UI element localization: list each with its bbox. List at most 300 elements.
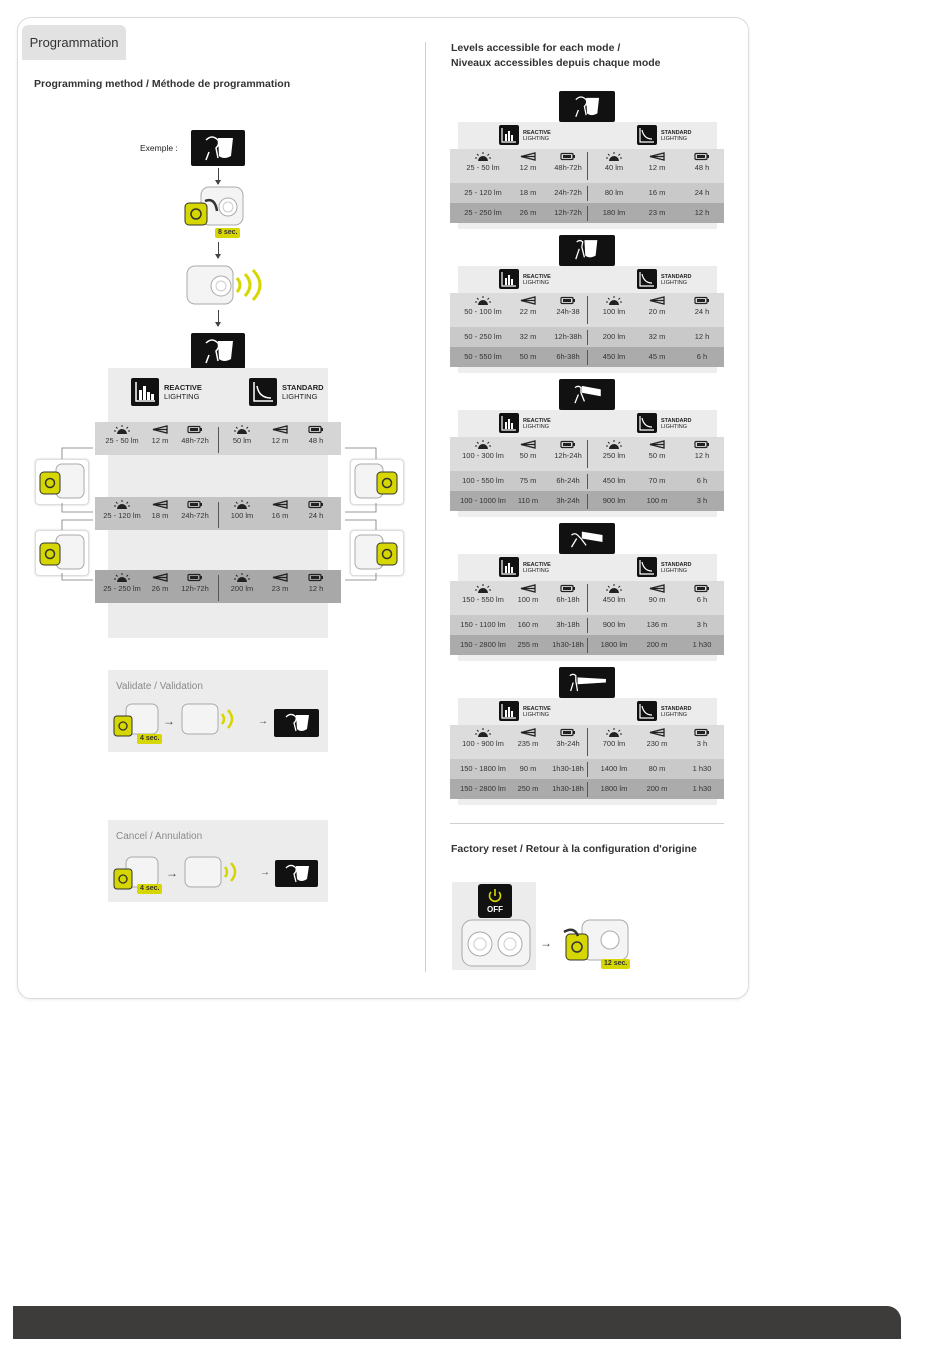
distance-icon (511, 584, 545, 593)
distance-icon (638, 584, 676, 593)
table-cell (681, 584, 723, 604)
table-cell (638, 332, 676, 341)
cell-value: 50 - 550 lm (464, 352, 502, 361)
column-separator (587, 584, 588, 612)
cell-value: 50 - 250 lm (464, 332, 502, 341)
standard-label-sub: LIGHTING (661, 424, 687, 430)
battery-icon (681, 584, 723, 593)
reactive-label-name: REACTIVE (523, 274, 551, 280)
reactive-label-sub: LIGHTING (523, 280, 549, 286)
table-cell (638, 352, 676, 361)
distance-icon (511, 440, 545, 449)
column-separator (587, 618, 588, 633)
levels-heading-line2: Niveaux accessibles depuis chaque mode (451, 57, 661, 69)
cell-value: 50 lm (232, 436, 252, 445)
table-cell (548, 496, 588, 505)
standard-label-name: STANDARD (282, 383, 324, 392)
cell-value: 1400 lm (600, 764, 628, 773)
programming-method-heading: Programming method / Méthode de programmation (34, 78, 291, 90)
column-separator (587, 638, 588, 653)
cell-value: 1 h30 (692, 764, 712, 773)
cell-value: 50 m (648, 451, 666, 460)
cell-value: 48 h (694, 163, 710, 172)
column-separator (587, 186, 588, 201)
cell-value: 1800 lm (600, 640, 628, 649)
cell-value: 24h-38 (556, 307, 580, 316)
column-separator (587, 440, 588, 468)
cell-value: 12 h (694, 451, 710, 460)
cell-value: 200 lm (230, 584, 254, 593)
cell-value: 150 - 550 lm (462, 595, 504, 604)
cell-value: 90 m (648, 595, 666, 604)
cell-value: 250 m (517, 784, 539, 793)
battery-icon (681, 440, 723, 449)
levels-table (450, 554, 724, 666)
cell-value: 450 lm (602, 476, 626, 485)
cell-value: 18 m (151, 511, 169, 520)
table-cell (681, 296, 723, 316)
standard-label-sub: LIGHTING (661, 568, 687, 574)
table-cell (548, 584, 588, 604)
reactive-label-sub: LIGHTING (523, 424, 549, 430)
lamp-front-icon (458, 914, 534, 975)
cell-value: 3h-18h (556, 620, 580, 629)
table-cell (548, 476, 588, 485)
table-cell (595, 296, 633, 316)
cell-value: 100 - 300 lm (462, 451, 504, 460)
movement-mode-icon (559, 379, 615, 410)
table-cell (681, 476, 723, 485)
cell-value: 16 m (648, 188, 666, 197)
cell-value: 18 m (519, 188, 537, 197)
distance-icon (638, 440, 676, 449)
brightness-icon (595, 296, 633, 305)
press-4s-badge: 4 sec. (137, 734, 162, 744)
off-button (478, 884, 512, 918)
table-cell (453, 584, 513, 604)
table-cell (681, 440, 723, 460)
cell-value: 48h-72h (181, 436, 209, 445)
battery-icon (548, 296, 588, 305)
cell-value: 25 - 250 lm (103, 584, 141, 593)
cell-value: 12 m (519, 163, 537, 172)
column-separator (587, 296, 588, 324)
reactive-lighting-icon (499, 125, 519, 145)
table-cell (548, 728, 588, 748)
reactive-lighting-icon (499, 269, 519, 289)
cell-value: 80 m (648, 764, 666, 773)
table-cell (548, 620, 588, 629)
table-cell (548, 332, 588, 341)
cell-value: 20 m (648, 307, 666, 316)
table-shadow (458, 223, 717, 229)
standard-label (661, 706, 691, 718)
cell-value: 40 lm (604, 163, 624, 172)
reactive-label-name: REACTIVE (523, 562, 551, 568)
table-cell (453, 784, 513, 793)
cell-value: 50 m (519, 451, 537, 460)
cell-value: 150 - 2800 lm (460, 640, 506, 649)
cell-value: 3 h (696, 620, 708, 629)
cell-value: 25 - 120 lm (464, 188, 502, 197)
table-cell (453, 152, 513, 172)
table-cell (548, 352, 588, 361)
cell-value: 24 h (308, 511, 324, 520)
table-shadow (458, 511, 717, 517)
column-separator (587, 728, 588, 756)
table-cell (595, 208, 633, 217)
table-cell (511, 332, 545, 341)
brightness-icon (595, 152, 633, 161)
table-cell (595, 332, 633, 341)
table-cell (681, 188, 723, 197)
brightness-icon (595, 440, 633, 449)
table-cell (681, 332, 723, 341)
table-cell (638, 188, 676, 197)
table-cell (511, 620, 545, 629)
cell-value: 25 - 50 lm (466, 163, 500, 172)
cell-value: 250 lm (602, 451, 626, 460)
cell-value: 24 h (694, 188, 710, 197)
standard-lighting-icon (637, 701, 657, 721)
cell-value: 16 m (271, 511, 289, 520)
column-separator (587, 152, 588, 180)
distance-icon (638, 296, 676, 305)
page-title: Programmation (22, 25, 126, 60)
cell-value: 12 m (151, 436, 169, 445)
table-cell (595, 784, 633, 793)
cell-value: 900 lm (602, 496, 626, 505)
proximity-mode-icon (559, 235, 615, 266)
table-cell (548, 152, 588, 172)
distance-icon (511, 728, 545, 737)
cell-value: 1h30-18h (552, 640, 584, 649)
cell-value: 23 m (271, 584, 289, 593)
cell-value: 100 lm (602, 307, 626, 316)
standard-label-name: STANDARD (661, 274, 692, 280)
table-cell (548, 440, 588, 460)
standard-label-name: STANDARD (661, 418, 692, 424)
arrow-right: → (166, 866, 178, 880)
cell-value: 70 m (648, 476, 666, 485)
reactive-label-sub: LIGHTING (523, 568, 549, 574)
cell-value: 12h-72h (181, 584, 209, 593)
cell-value: 75 m (519, 476, 537, 485)
reactive-label-sub: LIGHTING (523, 712, 549, 718)
cell-value: 700 lm (602, 739, 626, 748)
table-cell (548, 764, 588, 773)
levels-table (450, 266, 724, 378)
footer-bar (13, 1306, 901, 1339)
cell-value: 1 h30 (692, 784, 712, 793)
off-label: OFF (487, 905, 503, 914)
table-cell (638, 440, 676, 460)
cell-value: 12 h (694, 208, 710, 217)
cell-value: 150 - 2800 lm (460, 784, 506, 793)
table-cell (638, 476, 676, 485)
cell-value: 12h-38h (554, 332, 582, 341)
distance-vision-mode-icon (559, 667, 615, 698)
table-cell (511, 352, 545, 361)
table-cell (511, 296, 545, 316)
cell-value: 136 m (646, 620, 668, 629)
cell-value: 6h-24h (556, 476, 580, 485)
press-12s-badge: 12 sec. (601, 959, 630, 969)
reactive-label (523, 130, 551, 142)
table-cell (681, 496, 723, 505)
distance-icon (511, 296, 545, 305)
table-shadow (458, 655, 717, 661)
table-cell (595, 584, 633, 604)
example-label: Exemple : (140, 143, 178, 153)
table-cell (511, 728, 545, 748)
cell-value: 12 m (271, 436, 289, 445)
table-cell (638, 764, 676, 773)
cell-value: 25 - 250 lm (464, 208, 502, 217)
cell-value: 6h-38h (556, 352, 580, 361)
table-cell (681, 728, 723, 748)
standard-label-sub: LIGHTING (661, 712, 687, 718)
cell-value: 24 h (694, 307, 710, 316)
cell-value: 12 m (648, 163, 666, 172)
table-cell (595, 764, 633, 773)
standard-label (661, 562, 691, 574)
cell-value: 32 m (648, 332, 666, 341)
cell-value: 6 h (696, 476, 708, 485)
table-cell (453, 728, 513, 748)
reactive-label (523, 418, 551, 430)
cell-value: 6h-18h (556, 595, 580, 604)
table-cell (595, 352, 633, 361)
arrow-right: → (258, 716, 268, 727)
table-cell (453, 440, 513, 460)
table-cell (681, 352, 723, 361)
cell-value: 450 lm (602, 352, 626, 361)
cell-value: 23 m (648, 208, 666, 217)
table-cell (681, 764, 723, 773)
close-vision-mode-icon (274, 709, 319, 737)
table-cell (595, 152, 633, 172)
standard-lighting-icon (637, 413, 657, 433)
cell-value: 32 m (519, 332, 537, 341)
cell-value: 110 m (517, 496, 539, 505)
standard-label-name: STANDARD (661, 130, 692, 136)
table-cell (595, 728, 633, 748)
reactive-label (523, 562, 551, 574)
cell-value: 1 h30 (692, 640, 712, 649)
cell-value: 200 m (646, 640, 668, 649)
arrow-right: → (260, 867, 270, 878)
levels-table (450, 410, 724, 522)
column-separator (587, 494, 588, 509)
cell-value: 12h-72h (554, 208, 582, 217)
table-cell (548, 188, 588, 197)
standard-lighting-icon (637, 125, 657, 145)
table-cell (453, 496, 513, 505)
cell-value: 6 h (696, 352, 708, 361)
battery-icon (548, 152, 588, 161)
reactive-label-name: REACTIVE (523, 130, 551, 136)
table-cell (453, 476, 513, 485)
table-cell (511, 476, 545, 485)
cell-value: 200 m (646, 784, 668, 793)
column-separator (587, 782, 588, 797)
cell-value: 25 - 120 lm (103, 511, 141, 520)
standard-lighting-icon (637, 557, 657, 577)
table-cell (681, 620, 723, 629)
column-divider (425, 42, 426, 972)
table-cell (638, 208, 676, 217)
factory-reset-heading: Factory reset / Retour à la configuration d'origine (451, 843, 697, 855)
cell-value: 100 m (517, 595, 539, 604)
table-cell (681, 784, 723, 793)
table-cell (453, 620, 513, 629)
battery-icon (681, 296, 723, 305)
table-cell (638, 784, 676, 793)
table-cell (638, 496, 676, 505)
brightness-icon (453, 584, 513, 593)
fast-movement-mode-icon (559, 523, 615, 554)
reactive-lighting-icon (499, 557, 519, 577)
table-cell (511, 188, 545, 197)
table-cell (595, 476, 633, 485)
distance-icon (511, 152, 545, 161)
table-cell (638, 152, 676, 172)
cell-value: 230 m (646, 739, 668, 748)
press-4s-badge: 4 sec. (137, 884, 162, 894)
reactive-label-sub: LIGHTING (164, 391, 200, 401)
table-shadow (458, 799, 717, 805)
reactive-label-name: REACTIVE (523, 706, 551, 712)
cancel-label: Cancel / Annulation (116, 831, 203, 842)
standard-label (661, 130, 691, 142)
cell-value: 50 m (519, 352, 537, 361)
levels-table (450, 122, 724, 234)
cell-value: 100 m (646, 496, 668, 505)
cell-value: 3h-24h (556, 739, 580, 748)
press-8s-badge: 8 sec. (215, 228, 240, 238)
battery-icon (681, 152, 723, 161)
cell-value: 160 m (517, 620, 539, 629)
table-cell (511, 440, 545, 460)
table-shadow (458, 367, 717, 373)
cell-value: 3 h (696, 739, 708, 748)
arrow-right: → (163, 714, 175, 728)
distance-icon (638, 152, 676, 161)
reactive-label-name: REACTIVE (164, 383, 202, 392)
cell-value: 48 h (308, 436, 324, 445)
table-cell (638, 620, 676, 629)
lamp-blink-icon (180, 700, 242, 745)
cell-value: 24h-72h (554, 188, 582, 197)
table-cell (511, 152, 545, 172)
table-cell (511, 784, 545, 793)
standard-label-sub: LIGHTING (661, 280, 687, 286)
cell-value: 150 - 1800 lm (460, 764, 506, 773)
battery-icon (548, 440, 588, 449)
table-cell (595, 440, 633, 460)
table-cell (453, 764, 513, 773)
levels-heading-line1: Levels accessible for each mode / (451, 42, 621, 54)
column-separator (587, 206, 588, 221)
reactive-lighting-icon (499, 413, 519, 433)
validate-label: Validate / Validation (116, 681, 203, 692)
cell-value: 90 m (519, 764, 537, 773)
cell-value: 12 h (694, 332, 710, 341)
table-cell (595, 620, 633, 629)
cell-value: 12h-24h (554, 451, 582, 460)
cell-value: 50 - 100 lm (464, 307, 502, 316)
table-cell (453, 188, 513, 197)
cell-value: 25 - 50 lm (105, 436, 139, 445)
levels-table (450, 698, 724, 810)
cell-value: 100 - 550 lm (462, 476, 504, 485)
table-cell (511, 496, 545, 505)
reactive-label-sub: LIGHTING (523, 136, 549, 142)
table-cell (548, 296, 588, 316)
table-cell (453, 208, 513, 217)
cell-value: 150 - 1100 lm (460, 620, 506, 629)
table-cell (453, 352, 513, 361)
cell-value: 255 m (517, 640, 539, 649)
table-cell (548, 784, 588, 793)
cell-value: 200 lm (602, 332, 626, 341)
table-cell (511, 764, 545, 773)
table-cell (595, 188, 633, 197)
table-cell (638, 640, 676, 649)
battery-icon (681, 728, 723, 737)
table-cell (548, 640, 588, 649)
cell-value: 1800 lm (600, 784, 628, 793)
cell-value: 12 h (308, 584, 324, 593)
table-cell (453, 296, 513, 316)
section-divider (450, 823, 724, 824)
standard-label (661, 418, 691, 430)
table-cell (638, 296, 676, 316)
standard-lighting-icon (637, 269, 657, 289)
column-separator (587, 330, 588, 345)
cell-value: 235 m (517, 739, 539, 748)
column-separator (587, 474, 588, 489)
table-cell (681, 152, 723, 172)
brightness-icon (453, 728, 513, 737)
standard-label-sub: LIGHTING (661, 136, 687, 142)
cell-value: 6 h (696, 595, 708, 604)
table-cell (595, 496, 633, 505)
table-cell (638, 728, 676, 748)
close-vision-mode-icon (275, 860, 318, 887)
reactive-label (523, 274, 551, 286)
table-cell (453, 640, 513, 649)
cell-value: 100 - 1000 lm (460, 496, 506, 505)
standard-label (661, 274, 691, 286)
distance-icon (638, 728, 676, 737)
table-cell (548, 208, 588, 217)
cell-value: 80 lm (604, 188, 624, 197)
brightness-icon (595, 728, 633, 737)
table-cell (638, 584, 676, 604)
close-vision-mode-icon (559, 91, 615, 122)
reactive-label (523, 706, 551, 718)
cell-value: 3 h (696, 496, 708, 505)
cell-value: 1h30-18h (552, 784, 584, 793)
cell-value: 100 - 900 lm (462, 739, 504, 748)
cell-value: 1h30-18h (552, 764, 584, 773)
table-cell (453, 332, 513, 341)
cell-value: 900 lm (602, 620, 626, 629)
cell-value: 48h-72h (554, 163, 582, 172)
brightness-icon (595, 584, 633, 593)
